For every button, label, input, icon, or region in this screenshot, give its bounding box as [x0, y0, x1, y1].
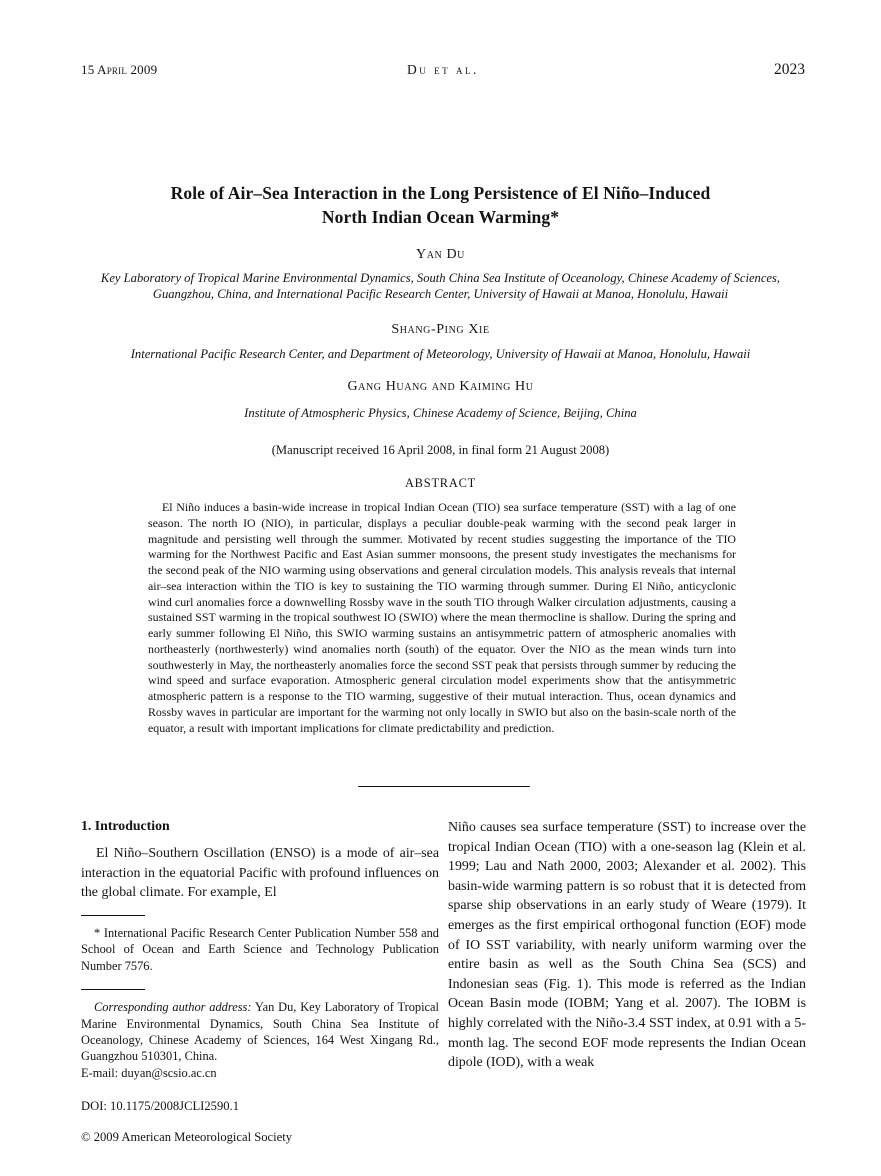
author-affiliation-3: Institute of Atmospheric Physics, Chinese Academy of Science, Beijing, China — [244, 406, 637, 420]
doi-line: DOI: 10.1175/2008JCLI2590.1 — [81, 1099, 239, 1114]
running-title: Du et al. — [407, 62, 479, 77]
corresponding-author-address: Yan Du, Key Laboratory of Tropical Marine Environmental Dynamics, South China Sea Institute of Oceanology, Chinese Academy of Sciences, 164 West Xingang Rd., Guangzhou 510301, China. — [81, 1000, 440, 1064]
abstract-heading: ABSTRACT — [404, 476, 477, 490]
footnote-block — [81, 915, 439, 1145]
left-column-paragraph: El Niño–Southern Oscillation (ENSO) is a mode of air–sea interaction in the equatorial Pacific with profound influences on the global climate. For example, El — [81, 846, 439, 901]
corresponding-author-label: Corresponding author address: — [94, 1000, 252, 1015]
footnote-rule-1 — [81, 915, 145, 916]
email-line: E-mail: duyan@scsio.ac.cn — [81, 1065, 217, 1080]
right-column — [448, 818, 806, 1073]
author-affiliation-1: Key Laboratory of Tropical Marine Environmental Dynamics, South China Sea Institute of Oceanology, Chinese Academy of Sciences, Guangzhou, China, and International Pacific Research Center, University of Hawaii at Manoa, Honolulu, Hawaii — [100, 271, 781, 301]
running-head — [81, 61, 805, 79]
corresponding-author-footnote — [81, 999, 439, 1065]
footnote-rule-2 — [81, 989, 145, 990]
left-column — [81, 818, 439, 903]
article-title-line1: Role of Air–Sea Interaction in the Long Persistence of El Niño–Induced — [170, 183, 711, 203]
article-title-line2: North Indian Ocean Warming* — [321, 207, 560, 227]
article-title — [60, 181, 821, 229]
abstract-text: El Niño induces a basin-wide increase in tropical Indian Ocean (TIO) sea surface temperature (SST) with a lag of one season. The north IO (NIO), in particular, displays a peculiar double-peak warming with the second peak larger in magnitude and persisting well through the summer. Motivated by recent studies suggesting the importance of the TIO warming for the Northwest Pacific and East Asian summer monsoons, the present study investigates the mechanisms for the second peak of the NIO warming using observations and general circulation models. This analysis reveals that internal air–sea interaction within the TIO is key to sustaining the TIO warming through summer. During El Niño, anticyclonic wind curl anomalies force a downwelling Rossby wave in the south TIO through Walker circulation adjustments, causing a sustained SST warming in the tropical southwest IO (SWIO) where the mean thermocline is shallow. During the spring and early summer following El Niño, this SWIO warming sustains an antisymmetric pattern of atmospheric anomalies with northeasterly (northwesterly) wind anomalies north (south) of the equator. Over the NIO as the mean winds turn into southwesterly in May, the northeasterly anomalies force the second SST peak that persists through summer by reducing the wind speed and surface evaporation. Atmospheric general circulation model experiments show that the antisymmetric atmospheric pattern is a response to the TIO warming, suggestive of their mutual interaction. Thus, ocean dynamics and Rossby waves in particular are important for the warming not only locally in SWIO but also on the basin-scale north of the equator, a result with important implications for climate predictability and prediction. — [148, 500, 736, 735]
publication-footnote: * International Pacific Research Center Publication Number 558 and School of Ocean and Earth Science and Technology Publication Number 7576. — [81, 926, 439, 973]
author-name-3: Gang Huang and Kaiming Hu — [347, 379, 534, 394]
author-name-1: Yan Du — [416, 247, 465, 262]
section-heading-introduction: 1. Introduction — [81, 818, 170, 833]
author-affiliation-2: International Pacific Research Center, and Department of Meteorology, University of Hawaii at Manoa, Honolulu, Hawaii — [130, 347, 751, 361]
right-column-paragraph: Niño causes sea surface temperature (SST) to increase over the tropical Indian Ocean (TIO) with a one-season lag (Klein et al. 1999; Lau and Nath 2000, 2003; Alexander et al. 2002). This basin-wide warming pattern is so robust that it is detected from sparse ship observations in an early study of Weare (1979). It emerges as the first empirical orthogonal function (EOF) mode of IO SST variability, with nearly uniform warming over the entire basin as well as the South China Sea (SCS) and Indonesian seas (Fig. 1). This mode is referred as the Indian Ocean Basin mode (IOBM; Yang et al. 2007). The IOBM is highly correlated with the Niño-3.4 SST index, at 0.91 with a 5-month lag. The second EOF mode represents the Indian Ocean dipole (IOD), with a weak — [448, 820, 806, 1071]
manuscript-received-note: (Manuscript received 16 April 2008, in final form 21 August 2008) — [271, 443, 610, 457]
author-name-2: Shang-Ping Xie — [391, 322, 490, 337]
copyright-line: © 2009 American Meteorological Society — [81, 1130, 293, 1145]
issue-date: 15 April 2009 — [81, 62, 158, 77]
page-number: 2023 — [773, 61, 805, 78]
abstract-body-divider — [358, 786, 530, 787]
